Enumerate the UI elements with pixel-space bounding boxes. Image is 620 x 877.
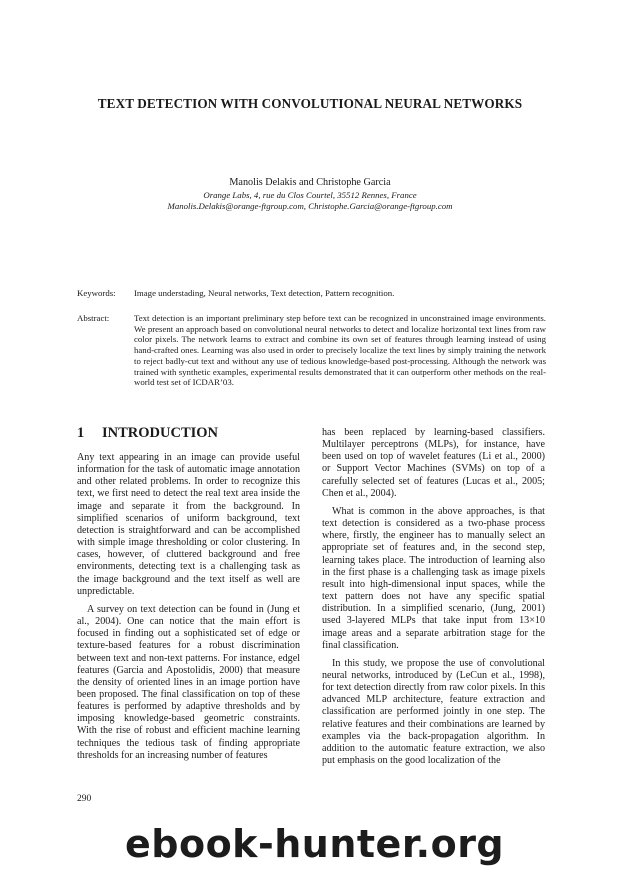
paper-title: TEXT DETECTION WITH CONVOLUTIONAL NEURAL NETWORKS bbox=[97, 96, 523, 111]
right-paragraph-1: has been replaced by learning-based classifiers. Multilayer perceptrons (MLPs), for instance, have been used on top of wavelet features (Li et al., 2000) or Support Vector Machines (SVMs) on top of a carefully selected set of features (Lucas et al., 2005; Chen et al., 2004). bbox=[322, 427, 545, 499]
section-heading bbox=[77, 425, 218, 442]
keywords-text: Image understading, Neural networks, Text detection, Pattern recognition. bbox=[134, 288, 395, 298]
abstract-text: Text detection is an important preliminary step before text can be recognized in unconstrained image environments. We present an approach based on convolutional neural networks to detect and localize horizontal text lines from raw color pixels. The network learns to extract and combine its own set of features through learning instead of using hand-crafted ones. Learning was also used in order to precisely localize the text lines by simply training the network to reject badly-cut text and without any use of tedious knowledge-based post-processing. Although the network was trained with synthetic examples, experimental results demonstrated that it can outperform other methods on the real-world test set of ICDAR’03. bbox=[134, 313, 546, 388]
page-number: 290 bbox=[77, 794, 92, 804]
right-column bbox=[322, 427, 545, 767]
abstract-label: Abstract: bbox=[77, 313, 110, 323]
author-affiliation: Orange Labs, 4, rue du Clos Courtel, 35512 Rennes, France bbox=[203, 190, 417, 200]
left-column bbox=[77, 452, 300, 762]
section-title: INTRODUCTION bbox=[102, 425, 219, 441]
paper-authors: Manolis Delakis and Christophe Garcia bbox=[229, 177, 391, 188]
author-emails: Manolis.Delakis@orange-ftgroup.com, Christophe.Garcia@orange-ftgroup.com bbox=[167, 201, 453, 211]
keywords-label: Keywords: bbox=[77, 288, 116, 298]
left-paragraph-1: Any text appearing in an image can provide useful information for the task of automatic image annotation and other related problems. In order to recognize this text, we first need to detect the real text area inside the image and separate it from the background. In simplified scenarios of uniform background, text detection is straightforward and can be accomplished with simple image thresholding or color clustering. In cases, however, of cluttered background and free environments, detecting text is a challenging task as the image background and the text itself as well are unpredictable. bbox=[77, 452, 300, 597]
section-number: 1 bbox=[77, 425, 85, 441]
right-paragraph-2: What is common in the above approaches, is that text detection is considered as a two-phase process where, firstly, the engineer has to manually select an appropriate set of features and, in the second step, learning takes place. The introduction of learning also in the first phase is a challenging task as image pixels result into high-dimensional input spaces, while the text pattern does not have any specific spatial distribution. In a simplified scenario, (Jung, 2001) used 3-layered MLPs that take input from 13×10 image areas and a separate arbitration stage for the final classification. bbox=[322, 505, 545, 651]
watermark: ebook-hunter.org bbox=[125, 822, 505, 866]
left-paragraph-2: A survey on text detection can be found in (Jung et al., 2004). One can notice that the main effort is focused in finding out a sophisticated set of edge or texture-based features for a robust discrimination between text and non-text patterns. For instance, edgel features (Garcia and Apostolidis, 2000) that measure the density of oriented lines in an image portion have been proposed. The final classification on top of these features is performed by adaptive thresholds and by imposing knowledge-based geometric constraints. With the rise of robust and efficient machine learning techniques the tedious task of finding appropriate thresholds for an increasing number of features bbox=[77, 603, 300, 761]
right-paragraph-3: In this study, we propose the use of convolutional neural networks, introduced by (LeCun et al., 1998), for text detection directly from raw color pixels. In this advanced MLP architecture, feature extraction and classification are performed jointly in one step. The relative features and their combinations are learned by examples via the back-propagation algorithm. In addition to the automatic feature extraction, we also put emphasis on the good localization of the bbox=[322, 657, 545, 767]
